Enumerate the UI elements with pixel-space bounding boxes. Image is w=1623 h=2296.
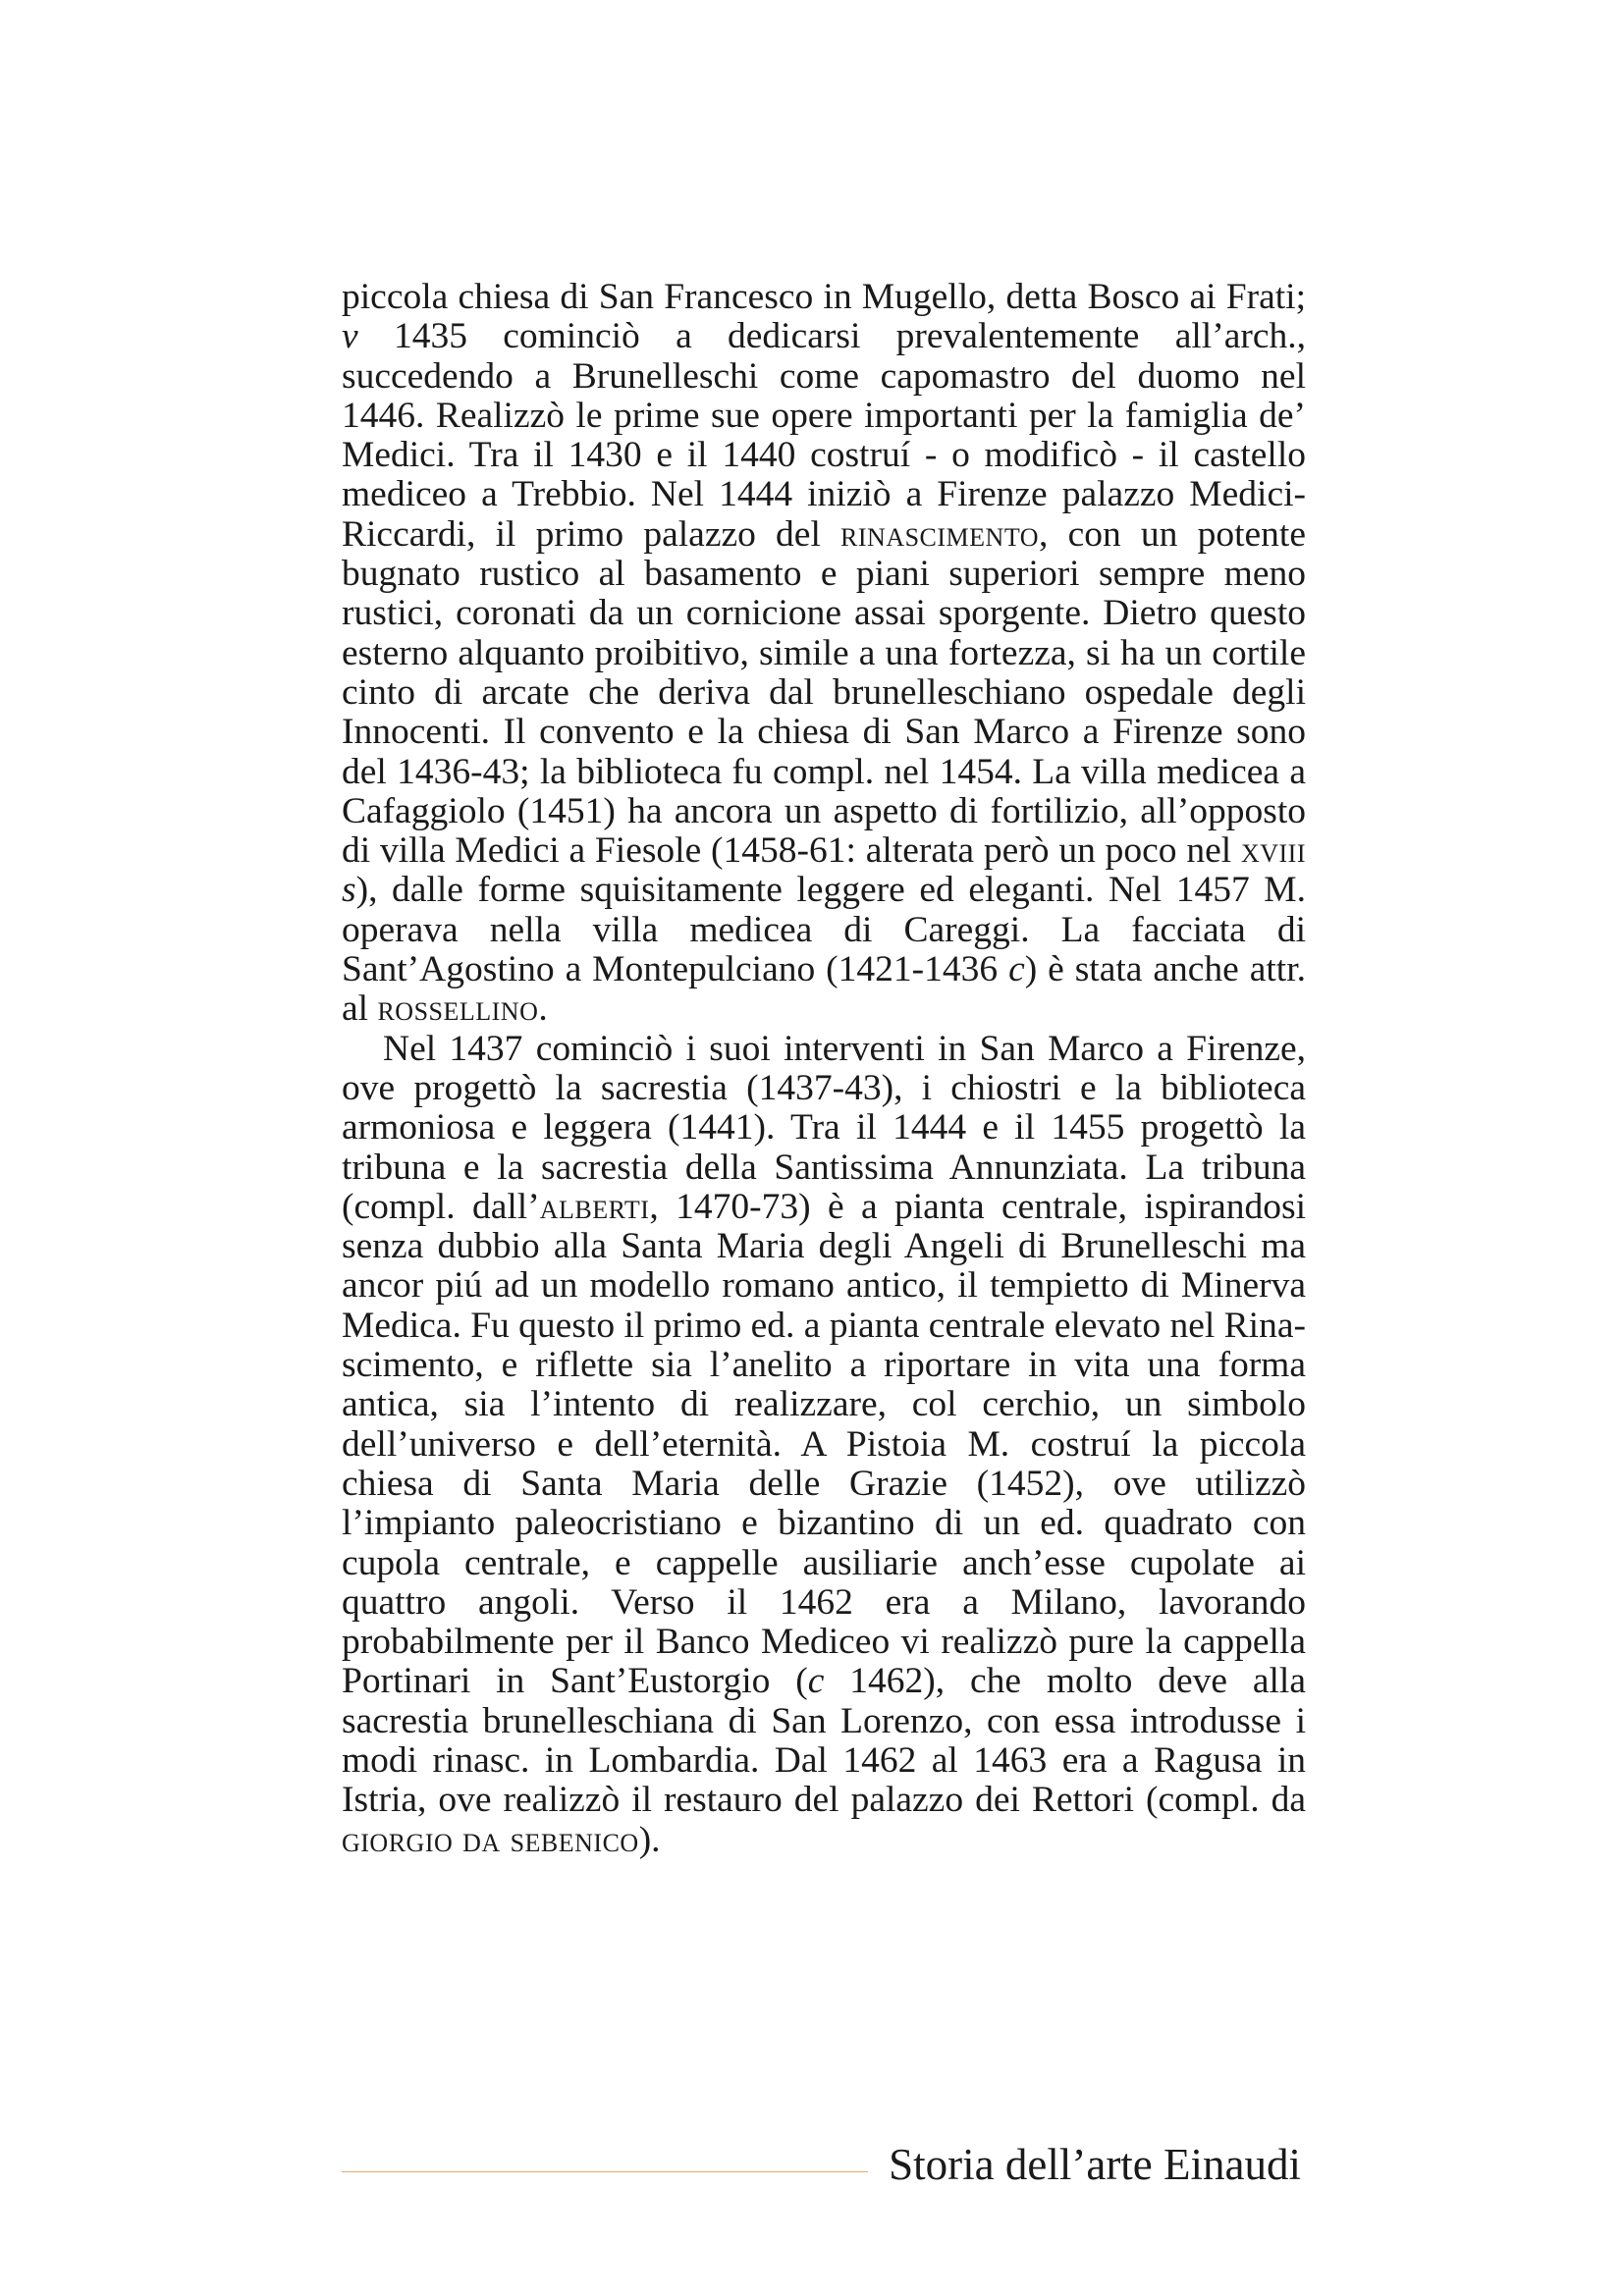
body-text: , 1470-73) è a pianta centrale, ispirandosi senza dubbio alla Santa Maria degli Angeli di Brunelleschi ma ancor piú ad un modello romano antico, il tempietto di Minerva Medica. Fu questo il primo ed. a pianta centrale elevato nel Rinascimento, e riflette sia l’anelito a riportare in vita una forma antica, sia l’intento di realizzare, col cerchio, un simbolo dell’universo e dell’eternità. A Pistoia M. costruí la piccola chiesa di Santa Maria delle Grazie (1452), ove utilizzò l’impianto paleocristiano e bizantino di un ed. quadrato con cupola centrale, e cappelle ausiliarie anch’esse cupolate ai quattro angoli. Verso il 1462 era a Milano, lavorando probabilmente per il Banco Mediceo vi realizzò pure la cappella Portinari in Sant’Eustorgio ( <box>342 1186 1306 1702</box>
body-text: . <box>538 988 548 1030</box>
italic-text: c <box>807 1661 825 1702</box>
body-text: 1435 cominciò a dedicarsi prevalentemente all’arch., succedendo a Brunelleschi come capomastro del duomo nel 1446. Realizzò le prime sue opere importanti per la famiglia de’ Medici. Tra il 1430 e il 1440 costruí - o modificò - il castello mediceo a Trebbio. Nel 1444 iniziò a Firenze palazzo Medici-Riccardi, il primo palazzo del <box>342 316 1306 555</box>
cross-reference: alberti <box>539 1186 650 1227</box>
body-text: 1462), che molto deve alla sacrestia brunelleschiana di San Lorenzo, con essa introdusse i modi rinasc. in Lombardia. Dal 1462 al 1463 era a Ragusa in Istria, ove realizzò il restauro del palazzo dei Rettori (compl. da <box>342 1661 1306 1821</box>
paragraph-1 <box>342 278 1306 1030</box>
cross-reference: giorgio da sebenico <box>342 1819 639 1860</box>
body-text: Nel 1437 cominciò i suoi interventi in San Marco a Firenze, ove progettò la sacrestia (1437-43), i chiostri e la biblioteca armoniosa e leggera (1441). Tra il 1444 e il 1455 progettò la tribuna e la sacrestia della Santissima Annunziata. La tribuna (compl. dall’ <box>342 1028 1306 1227</box>
footer-rule <box>342 2171 868 2172</box>
italic-text: c <box>1008 949 1025 990</box>
body-text: ), dalle forme squisitamente leggere ed eleganti. Nel 1457 M. operava nella villa medicea di Careggi. La facciata di Sant’Agostino a Montepulciano (1421-1436 <box>342 870 1306 990</box>
article-body <box>342 278 1306 1860</box>
body-text: ). <box>638 1819 661 1860</box>
body-text: , con un potente bugnato rustico al basamento e piani superiori sempre meno rustici, coronati da un cornicione assai sporgente. Dietro questo esterno alquanto proibitivo, simile a una fortezza, si ha un cortile cinto di arcate che deriva dal brunelleschiano ospedale degli Innocenti. Il convento e la chiesa di San Marco a Firenze sono del 1436-43; la biblioteca fu compl. nel 1454. La villa medicea a Cafaggiolo (1451) ha ancora un aspetto di fortilizio, all’opposto di villa Medici a Fiesole (1458-61: alterata però un poco nel <box>342 513 1306 872</box>
cross-reference: xviii <box>1240 830 1306 872</box>
italic-text: v <box>342 316 358 357</box>
italic-text: s <box>342 870 356 911</box>
cross-reference: rinascimento <box>840 513 1040 555</box>
cross-reference: rossellino <box>377 988 539 1030</box>
body-text: piccola chiesa di San Francesco in Mugello, detta Bosco ai Frati; <box>342 277 1306 317</box>
paragraph-2 <box>342 1030 1306 1860</box>
footer-publication-title: Storia dell’arte Einaudi <box>889 2140 1301 2189</box>
body-text: ) è stata anche attr. al <box>342 949 1307 1030</box>
